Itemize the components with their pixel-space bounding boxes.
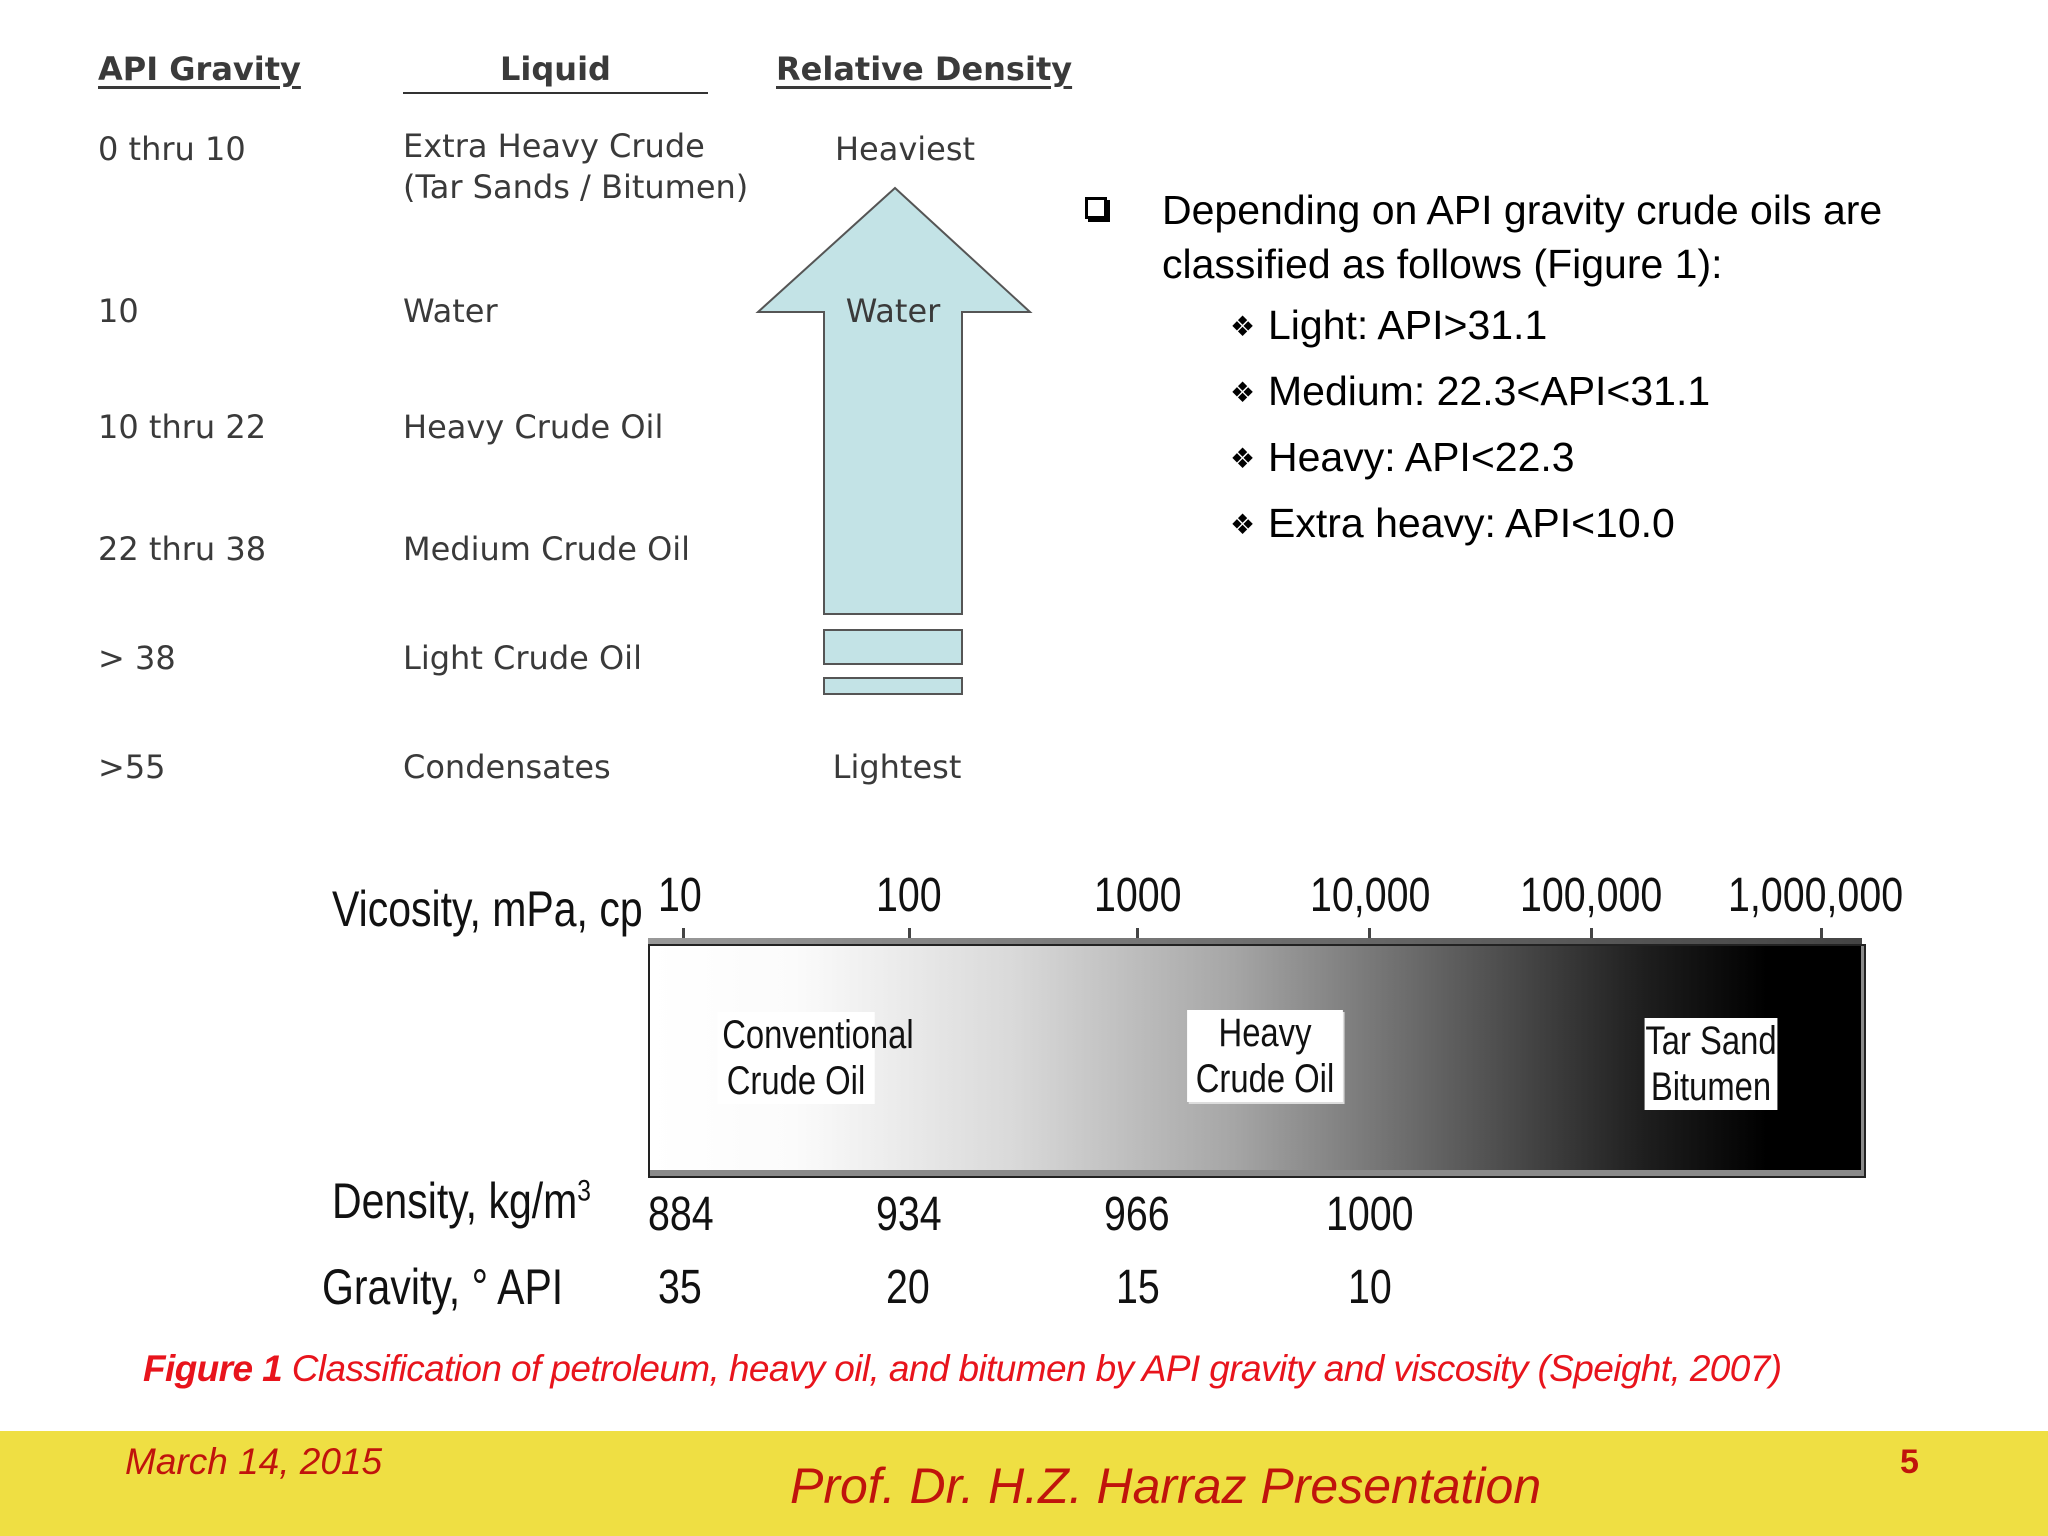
row-api: >55 (98, 748, 166, 786)
sub-bullet: ❖ Heavy: API<22.3 (1230, 434, 1575, 480)
gravity-value: 20 (886, 1261, 930, 1314)
diamond-bullet-icon: ❖ (1230, 509, 1256, 540)
row-liquid (403, 126, 748, 208)
row-liquid: Light Crude Oil (403, 639, 642, 677)
caption-label: Figure 1 (143, 1348, 283, 1389)
zone-line2: Bitumen (1650, 1065, 1772, 1109)
diamond-bullet-icon: ❖ (1230, 443, 1256, 474)
caption-text: Classification of petroleum, heavy oil, and bitumen by API gravity and viscosity (Speight, 2007) (282, 1348, 1782, 1389)
row-api: 10 thru 22 (98, 408, 267, 446)
row-api: 0 thru 10 (98, 130, 246, 168)
row-liquid: Water (403, 292, 498, 330)
density-arrow-icon (750, 182, 1040, 702)
viscosity-tick: 1000 (1094, 869, 1182, 922)
gravity-value: 35 (658, 1261, 702, 1314)
viscosity-tick: 1,000,000 (1728, 869, 1904, 922)
density-label-heaviest: Heaviest (834, 130, 976, 168)
sub-bullet: ❖ Medium: 22.3<API<31.1 (1230, 368, 1711, 414)
density-value: 966 (1104, 1188, 1170, 1241)
zone-line1: Tar Sand (1645, 1019, 1777, 1063)
gravity-value: 15 (1116, 1261, 1160, 1314)
row-liquid: Condensates (403, 748, 611, 786)
row-api: 10 (98, 292, 139, 330)
zone-heavy (1187, 1010, 1343, 1102)
density-value: 884 (648, 1188, 714, 1241)
bullet-main-line1: Depending on API gravity crude oils are (1162, 187, 1883, 233)
sub-bullet: ❖ Light: API>31.1 (1230, 302, 1548, 348)
row-api: 22 thru 38 (98, 530, 267, 568)
zone-line1: Conventional (722, 1013, 914, 1057)
slide-number: 5 (1900, 1443, 1919, 1481)
footer-author: Prof. Dr. H.Z. Harraz Presentation (790, 1458, 1542, 1514)
zone-line1: Heavy (1218, 1011, 1312, 1055)
density-label-water: Water (845, 292, 941, 330)
gravity-axis-label: Gravity, ° API (322, 1259, 564, 1315)
header-api-gravity: API Gravity (98, 50, 301, 88)
viscosity-tick: 100,000 (1520, 869, 1663, 922)
figure-caption (143, 1348, 1781, 1390)
row-api: > 38 (98, 639, 176, 677)
row-liquid: Medium Crude Oil (403, 530, 691, 568)
square-bullet-icon (1085, 197, 1107, 219)
row-liquid: Heavy Crude Oil (403, 408, 664, 446)
diamond-bullet-icon: ❖ (1230, 311, 1256, 342)
row-liquid-line1: Extra Heavy Crude (403, 127, 705, 165)
diamond-bullet-icon: ❖ (1230, 377, 1256, 408)
viscosity-tick: 10 (658, 869, 702, 922)
density-axis-label: Density, $kg/m^3$ (332, 1173, 591, 1229)
viscosity-tick: 10,000 (1310, 869, 1431, 922)
density-label-lightest: Lightest (832, 748, 962, 786)
bullet-main (1162, 183, 1882, 291)
zone-tar-sand (1645, 1018, 1778, 1110)
zone-conventional (717, 1012, 914, 1104)
footer-date: March 14, 2015 (125, 1441, 383, 1482)
viscosity-tick: 100 (876, 869, 942, 922)
sub-bullet: ❖ Extra heavy: API<10.0 (1230, 500, 1675, 546)
bullet-main-line2: classified as follows (Figure 1): (1162, 241, 1723, 287)
gravity-value: 10 (1348, 1261, 1392, 1314)
header-liquid: Liquid (403, 50, 708, 94)
header-relative-density: Relative Density (776, 50, 1073, 88)
viscosity-label: Vicosity, mPa, cp (332, 881, 643, 937)
zone-line2: Crude Oil (726, 1059, 866, 1103)
slide-footer (0, 1431, 2048, 1536)
density-value: 1000 (1326, 1188, 1414, 1241)
density-value: 934 (876, 1188, 942, 1241)
row-liquid-line2: (Tar Sands / Bitumen) (403, 168, 749, 206)
zone-line2: Crude Oil (1195, 1057, 1335, 1101)
